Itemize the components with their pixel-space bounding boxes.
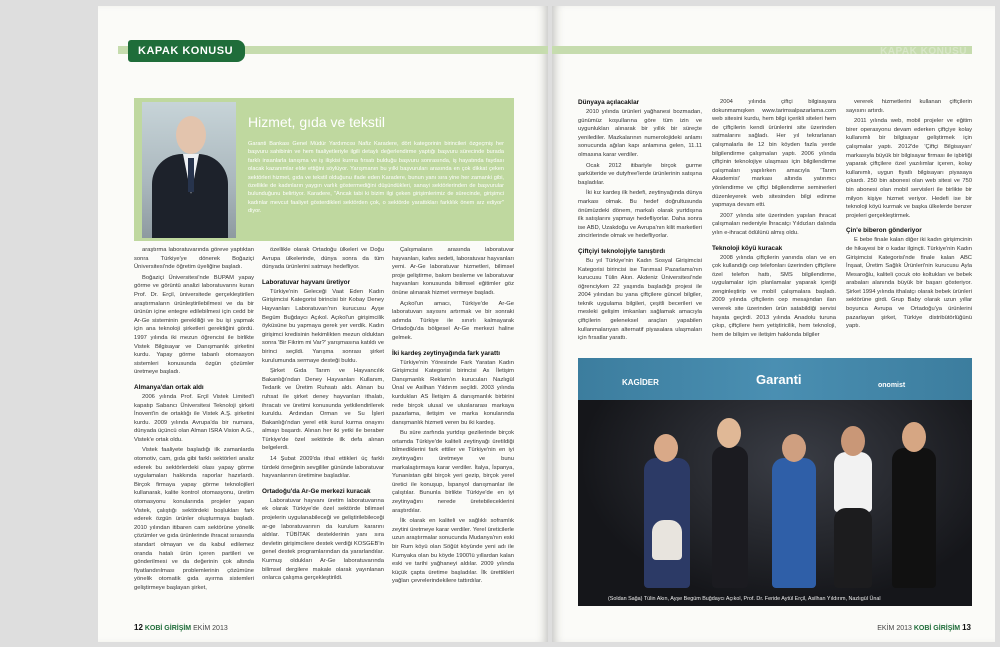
- page-number-right: 13: [962, 623, 971, 632]
- section-ghost: KAPAK KONUSU: [880, 46, 967, 57]
- banner-economist: onomist: [878, 382, 906, 389]
- article-paragraph: Vistek faaliyete başladığı ilk zamanlarda otomotiv, cam, gıda gibi farklı sektörleri analiz ederek bu sektörlerdeki olası yapay görme uygulamaları hakkında raporlar hazırlardı. Birçok firmaya yapay görme teknolojileri kullanarak, kalite kontrol otomasyonu, üretim otomasyonu konularında projeler yapan Vistek, çalıştığı sektördeki boşlukları fark ederek özgün ürünler oluşturmaya başladı. 2010 yılından itibaren cam sektörüne yönelik çözümler ve gıda ürünlerinde ihracat sırasında standart olmayan ve da kabul edilemez oranda hatalı ürün içeren partileri ve gönderilmesi ve da değerinin çok altında fiyatlandırılması problemlerinin çözümüne yönelik otomatik gıda ayırma sistemleri geliştirmeye başlayan şirket,: [134, 447, 254, 591]
- hero-body: Garanti Bankası Genel Müdür Yardımcısı Nafiz Karadere, dört kategorinin birincileri özgeçmiş her başvuru sahibinin ve hem faaliyetleriyle ilgili detaylı değerlendirme yaptığı başvuru sürecinde burada farklı insanlarla tanışma ve iş ilişkisi kurma fırsatı bulduğu başvuru sonrasında, iş hayatında faydası olacak kazanımlar elde ettiğini söylüyor. Yarışmanın bu yılki başvuruları arasında en çok dikkat çeken sektörleri hizmet, gıda ve tekstil olduğunu ifade eden Karadere, bunun yanı sıra yine her zamanki gibi, özellikle de kadınların yaygın varlık göstermediğini düşündükleri, sanayi sektörlerinden de başvurular bulunduğunu belirtiyor. Karadere, "Ancak tabi ki bizim ilgi çeken girişimlerimiz de sürecinde, girişimci kadınlar mevcut faaliyet gösterdikleri sektörden çok, o sektörde yarattıkları farklılık önem arz ediyor" diyor.: [248, 141, 504, 215]
- page-number: 12: [134, 623, 143, 632]
- event-banner: [578, 358, 972, 400]
- article-paragraph: Laboratuvar hayvanı üretim laboratuvarına ek olarak Türkiye'de özel sektörde bilimsel projelerin uygulanabileceği ve geliştirilebileceği ar-ge laboratuvarının da kurulum kararını aldılar. TÜBİTAK desteklerinin yanı sıra devletin girişimcilere destek verdiği KOSGEB'in genel destek programlarından da yararlandılar. Kurmuş oldukları Ar-Ge laboratuvarında bilimsel dergilere makale olarak yayınlanan onlarca çalışma gerçekleştirildi.: [262, 497, 384, 582]
- article-subheading: İki kardeş zeytinyağında fark yarattı: [392, 349, 500, 357]
- article-paragraph: 2007 yılında site üzerinden yapılan ihracat çalışmaları nedeniyle İhracatçı Yıldızları dalında yılın e-ihracat ödülünü almış oldu.: [712, 212, 836, 236]
- photo-caption: (Soldan Sağa) Tülin Akın, Ayşe Begüm Buğdaycı Açıkol, Prof. Dr. Feride Aytül Erçil, Asilhan Yıldırım, Nazlıgül Ünal: [608, 596, 881, 602]
- article-paragraph: Türkiye'nin Geleceği Vaat Eden Kadın Girişimcisi Kategorisi birincisi bir Kobay Deney Hayvanları Laboratuvarı'nın kurucusu Ayşe Begüm Buğdaycı Açıkol. Açıkol'un girişimcilik öyküsüne bu yapmaya gerek yer verdik. Kadın girişimci kredisinin hekimlikten mezun olduktan sonra 'Bir Fikrim mi Var?' yarışmasına katıldı ve birinci seçildi. Yarışma sonrası şirket kurulumunda sermaye desteği buldu.: [262, 288, 384, 364]
- article-subheading: Ortadoğu'da Ar-Ge merkezi kuracak: [262, 487, 371, 495]
- article-column-3: [392, 246, 514, 588]
- award-photo: [578, 358, 972, 606]
- article-paragraph: Çalışmaların arasında laboratuvar hayvanları, kafes sedeti, laboratuvar hayvanları yemi. Ar-Ge laboratuvar hizmetleri, bilimsel proje geliştirme, bakım besleme ve laboratuvar hayvanları konusunda bilimsel eğitimler göz önüne alınarak hizmet vermeye başladı.: [392, 247, 514, 296]
- left-page: [98, 6, 548, 642]
- article-column-2: [262, 246, 384, 585]
- person-4: [824, 418, 882, 588]
- article-column-5: [712, 98, 836, 341]
- article-paragraph: araştırma laboratuvarında göreve yaptıktan sonra Türkiye'ye dönerek Boğaziçi Üniversitesi'nde öğretim üyeliğine başladı.: [134, 247, 254, 271]
- article-paragraph: Şirket Gıda Tarım ve Hayvancılık Bakanlığı'ndan Deney Hayvanları Kullanım, Tedarik ve Üretim Ruhsatı aldı. Alınan bu ruhsat ile şirket deney hayvanları ithalatı, ihracatı ve üretimi konusunda yetkilendirilerek kuruldu. Ardından Orman ve Su İşleri Bakanlığı'ndan yerel etik kurul kurma onayını almayı başardı. Alınan her iki yetki ile beraber Türkiye'de özel sektörde ilk defa alınan belgelerdi.: [262, 368, 384, 452]
- article-subheading: Almanya'dan ortak aldı: [134, 383, 204, 391]
- article-paragraph: 2004 yılında çiftçi bilgisayara dokunmamışken www.tarimsalpazarlama.com web sitesini kurdu, hem bilgi içerikli siteleri hem de çiftçilerin kendi ürünlerini site üzerinden satmalarını sağladı. Her yıl tekrarlanan çalışmalarla ile 12 bin köyden fazla yerde bilgilendirme çalışmaları yaptı. 2006 yılında çiftçinin teknolojiye ulaşması için bilgilendirme çalışmaları yapılırken amacıyla 'Tarım Akademisi' markası altında yatırımcı yönlendirme ve çiftçi bilgilendirme seminerleri düzenleyerek web sitesinden bilgi edinme yapmaya devam etti.: [712, 99, 836, 209]
- article-paragraph: Bu yıl Türkiye'nin Kadın Sosyal Girişimcisi Kategorisi birincisi ise Tarımsal Pazarlama'nın kurucusu Tülin Akın. Akdeniz Üniversitesi'nde öğrenciyken 22 yaşında başladığı projesi ile 2004 yılından bu yana çiftçilere güncel bilgiler, teknik uygulama bilgileri, çeşitli becerileri ve mesleki gelişim imkanları sağlamak amacıyla çiftçilerin geleneksel araçları yapabilen kullanmalarıyan alternatif piyasalara ulaşmaları için fırsatlar yarattı.: [578, 257, 702, 342]
- article-paragraph: 2011 yılında web, mobil projeler ve eğitim birer operasyonu devam ederken çiftçiye kolay kullanımlı bir bilgisayar geliştirmek için çalışmalar yaptı. 2012'de 'Çiftçi Bilgisayarı' markasıyla büyük bir bilgisayar firması ile işbirliği yaparak çiftçilere özel yazılımlar içeren, kolay kullanımlı, uygun fiyatlı bilgisayarı piyasaya çıkardı. 250 bin abonesi olan web sitesi ve 750 bin abonesi olan mobil servisleri ile birlikte bir milyon kişiye hizmet veriyor. Hedefi ise bir teknoloji köyü kurmak ve başka ülkelerde benzer projeleri gerçekleştirmek.: [846, 118, 972, 219]
- article-paragraph: 2008 yılında çiftçilerin yanında olan ve en çok kullandığı cep telefonları üzerinden çiftçilere özel telefon hattı, SMS bilgilendirme, uygulamalar için planlamalar yaparak içeriği zenginleştirip ve mobil çalışmalara başladı. 2009 yılında çiftçilerin cep mesajından ilan vererek site üzerinden ürün satabildiği servisi hayata geçirdi. 2013 yılında Anadolu turuna çıkıp, çiftçilere hem yetiştiricilik, hem teknoloji, hem de bilişim ve iletişim hakkında bilgiler: [712, 254, 836, 338]
- article-subheading: Çin'e biberon gönderiyor: [846, 227, 922, 235]
- folio-brand-right: KOBİ GİRİŞİM: [913, 625, 961, 632]
- stage: [578, 400, 972, 606]
- article-paragraph: Ocak 2012 itibariyle birçok gurme şarküteride ve dutyfree'lerde ürünlerinin satışına başladılar.: [578, 162, 702, 186]
- right-page: [552, 6, 995, 642]
- article-column-1: [134, 246, 254, 595]
- folio-brand: KOBİ GİRİŞİM: [144, 625, 192, 632]
- article-paragraph: vererek hizmetlerini kullanan çiftçilerin sayısını artırdı.: [846, 99, 972, 114]
- article-paragraph: Boğaziçi Üniversitesi'nde BUPAM yapay görme ve görüntü analizi laboratuvarını kuran Prof. Dr. Erçil, üniversitede gerçekleştirilen araştırmaların ürünleştirilebilmesi ve da bir ürünün içine entegre edilebilmesi için cedd bir Ar-Ge sisteminin gerekliliği ve bu işi yapmak için ana teknoloji şirketleri gerektiğini gördü. 1997 yılında iki mezun öğrencisi ile birlikte Vistek Bilgisayar ve Danışmanlık şirketini kurdu. Yapay görme tabanlı otomasyon sistemleri konusunda özgün çözümler üretmeye başladı.: [134, 274, 254, 376]
- section-tag: KAPAK KONUSU: [128, 40, 245, 62]
- hero-box: [134, 98, 514, 241]
- article-paragraph: 2010 yılında ürünleri yağhanesi bozmadan, günümüz koşullarına göre tüm izin ve uygunlukları alınarak bir yıllık bir süreçte yenilediler. Mazkalarının numerolojideki anlamı sonucunda ağılan kapı anlamına gelen, 11.11 olmasına karar verdiler.: [578, 109, 702, 158]
- article-subheading: Çiftçiyi teknolojiyle tanıştırdı: [578, 247, 666, 255]
- person-3: [764, 428, 824, 588]
- folio-date-right: EKİM 2013: [877, 625, 912, 632]
- banner-garanti: Garanti: [756, 372, 802, 387]
- folio-right: [877, 623, 971, 632]
- article-paragraph: özellikle olarak Ortadoğu ülkeleri ve Doğu Avrupa ülkelerinde, dünya sonra da tüm dünyada ürünlerini satmayı hedefliyor.: [262, 247, 384, 271]
- article-subheading: Teknoloji köyü kuracak: [712, 244, 783, 252]
- article-paragraph: 14 Şubat 2009'da ithal ettikleri üç farklı türdeki örneğinin sevgililer gününde laboratuvar hayvanlarının üretimine başladılar.: [262, 456, 384, 480]
- article-paragraph: İki kız kardeş ilk hedefi, zeytinyağında dünya markası olmak. Bu hedef doğrultusunda önümüzdeki dönem, markalı olarak yurtdışına ilk satışlarını yapmayı hedefliyorlar. Daha sonra ise ABD, Uzakdoğu ve Avrupa'nın kilit marketleri zincirlerinde olmak ve hedefliyorlar.: [578, 190, 702, 240]
- article-paragraph: 2006 yılında Prof. Erçil Vistek Limited'i kapatıp Sabancı Üniversitesi Teknoloji şirketi İnovent'in de ortaklığı ile Vistek A.Ş. şirketini kurdu. 2009 yılında Avrupa'da bir numara, dünyada üçüncü olan Alman ISRA Vision A.G., Vistek'e ortak oldu.: [134, 393, 254, 443]
- article-subheading: Dünyaya açılacaklar: [578, 99, 640, 106]
- person-2: [702, 412, 758, 588]
- person-1: [636, 428, 696, 588]
- banner-kagider: KAGİDER: [622, 378, 659, 387]
- article-paragraph: Bu süre zarfında yurtdışı gezilerinde birçok ortamda Türkiye'de kaliteli zeytinyağı üretildiği bilmediklerini fark ettiler ve Türkiye'nin en iyi zeytinyağını üretmeye ve bunu markalaştırmaya karar verdiler. İtalya, İspanya, Yunanistan gibi birçok yeri gezip, birçok yerel üretici ile konuşup, İspanyol danışmanlar ile çalıştılar. Bununla birlikte Türkiye'de en iyi zeytinyağını nerede üretebileceklerini araştırdılar.: [392, 430, 514, 514]
- article-paragraph: İlk olarak en kaliteli ve sağlıklı soframlık zeytini üretmeye karar verdiler. Yerel üreticilerle uzun araştırmalar sonucunda Mudanya'nın eski bir Rum köyü olan Söğüt köyünde yeni adı ile Kumyaka olan bu köyde 1900'lü yıllardan kalan eski ve tarihi yağhaneyi aldılar. 2009 yılında küçük çapta üretime başladılar. İlk ürettikleri yağları çevrelerindekilere tattırdılar.: [392, 518, 514, 585]
- article-paragraph: Türkiye'nin Yöresinde Fark Yaratan Kadın Girişimcisi Kategorisi birincisi As İletişim Danışmanlık Reklam'ın kurucuları Nazlıgül Ünal ve Asilhan Yıldırım seçildi. 2003 yılında kurdukları AS İletişim & danışmanlık birbirini rede birçok ulusal ve uluslararası markaya pazarlama, iletişim ve marka konularında danışmanlık hizmeti veren bu iki kardeş.: [392, 359, 514, 426]
- article-column-6: [846, 98, 972, 333]
- article-column-4: [578, 92, 702, 345]
- hero-title: Hizmet, gıda ve tekstil: [248, 114, 385, 130]
- article-paragraph: E bebe finale kalan diğer iki kadın girişimcinin de hikayesi bir o kadar ilginçti. Türkiye'nin Kadın Girişimcisi Kategorisi'nde finale kalan ABC İnşaat, Üretim Sağlık Ürünleri'nin kurucusu Ayla Mesaroğlu, kaliteli çocuk oto koltukları ve bebek arabaları alanında büyük bir başarı gösteriyor. Şirket 1994 yılında ithalatçı olarak bebek ürünleri sektörüne girdi. Grup Baby olarak uzun yıllar boyunca Avrupa ve Ortadoğu'ya ürünlerini pazarlayan şirket, Türkiye distribütörlüğünü yaptı.: [846, 237, 972, 330]
- portrait-photo: [142, 102, 236, 238]
- folio-date: EKİM 2013: [193, 625, 228, 632]
- person-5: [884, 414, 944, 588]
- folio-left: [134, 623, 228, 632]
- article-subheading: Laboratuvar hayvanı üretiyor: [262, 278, 351, 286]
- article-paragraph: Açıkol'un amacı, Türkiye'de Ar-Ge laboratuvarı sayısını artırmak ve bir sonraki adımda Türkiye ile sınırlı kalmayarak Ortadoğu'da bölgesel Ar-Ge merkezi haline gelmek.: [392, 300, 514, 341]
